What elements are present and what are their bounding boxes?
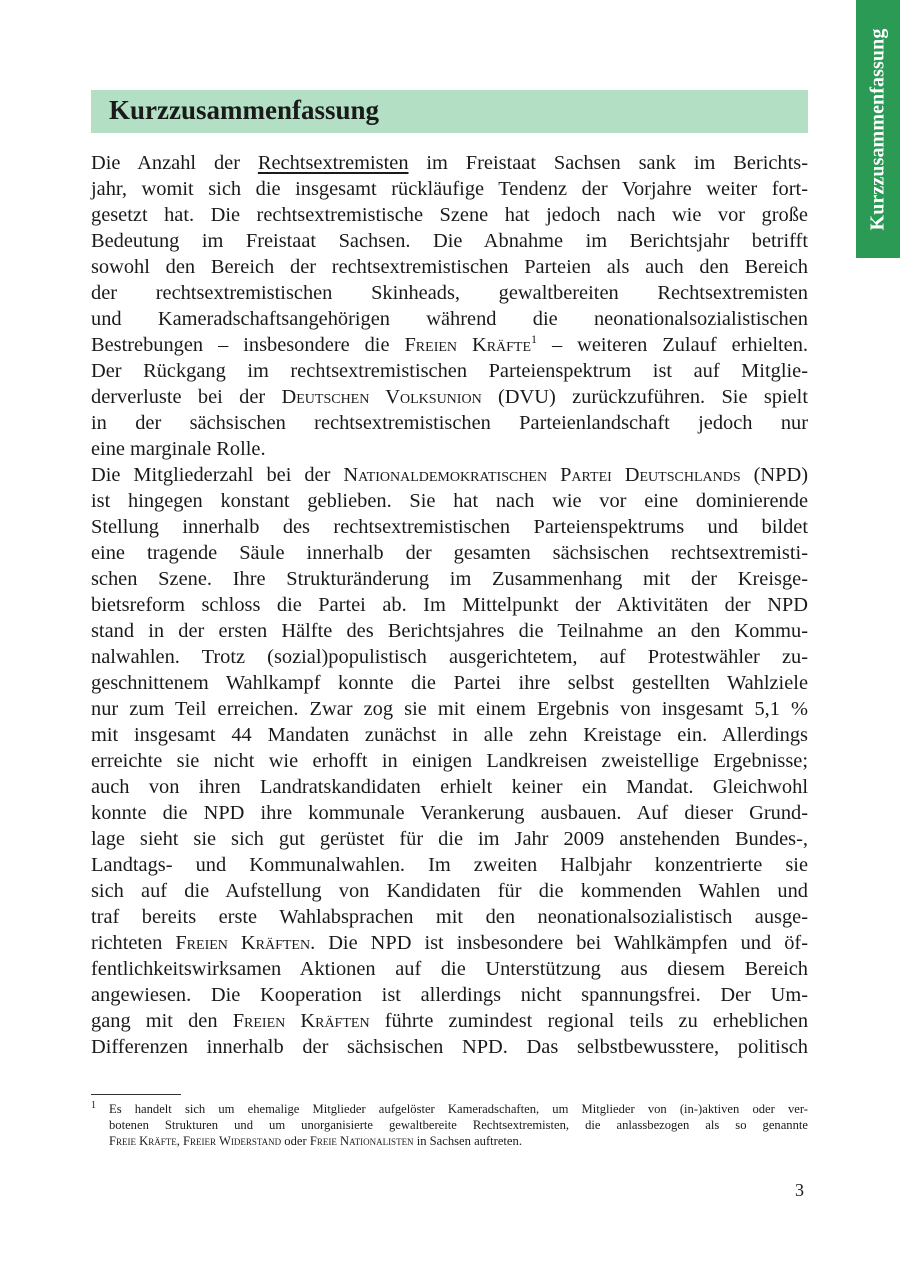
body-line: geschnittenem Wahlkampf konnte die Partei ihre selbst gestellten Wahlziele bbox=[91, 672, 808, 694]
footnote-number: 1 bbox=[91, 1100, 96, 1111]
body-line: bietsreform schloss die Partei ab. Im Mittelpunkt der Aktivitäten der NPD bbox=[91, 594, 808, 616]
body-line: Die Anzahl der Rechtsextremisten im Freistaat Sachsen sank im Berichts- bbox=[91, 152, 808, 174]
footnote-reference: 1 bbox=[531, 332, 538, 347]
body-line: angewiesen. Die Kooperation ist allerdings nicht spannungsfrei. Der Um- bbox=[91, 984, 808, 1006]
footnote-line: Freie Kräfte, Freier Widerstand oder Freie Nationalisten in Sachsen auftreten. bbox=[109, 1134, 522, 1148]
body-line: der rechtsextremistischen Skinheads, gewaltbereiten Rechtsextremisten bbox=[91, 282, 808, 304]
body-line: gang mit den Freien Kräften führte zumindest regional teils zu erheblichen bbox=[91, 1010, 809, 1032]
body-line: konnte die NPD ihre kommunale Verankerung ausbauen. Auf dieser Grund- bbox=[91, 802, 808, 824]
section-side-tab bbox=[856, 0, 900, 258]
body-line: stand in der ersten Hälfte des Berichtsjahres die Teilnahme an den Kommu- bbox=[91, 620, 808, 642]
term-freie-kraefte: Freien Kräfte bbox=[404, 334, 532, 356]
footnote-divider bbox=[91, 1094, 181, 1095]
body-line: Landtags- und Kommunalwahlen. Im zweiten Halbjahr konzentrierte sie bbox=[91, 854, 808, 876]
section-heading: Kurzzusammenfassung bbox=[109, 95, 380, 125]
side-tab-label: Kurzzusammenfassung bbox=[866, 28, 889, 230]
body-line: Differenzen innerhalb der sächsischen NPD. Das selbstbewusstere, politisch bbox=[91, 1036, 808, 1058]
term-freie-kraefte: Freien Kräften bbox=[232, 1010, 370, 1032]
body-line: mit insgesamt 44 Mandaten zunächst in alle zehn Kreistage ein. Allerdings bbox=[91, 724, 808, 746]
footnote bbox=[91, 1101, 808, 1149]
body-text bbox=[91, 150, 808, 1060]
body-line: Bestrebungen – insbesondere die Freien Kräfte$^1$ – weiteren Zulauf erhielten. bbox=[91, 332, 808, 356]
body-line: auch von ihren Landratskandidaten erhielt keiner ein Mandat. Gleichwohl bbox=[91, 776, 808, 798]
body-line: derverluste bei der Deutschen Volksunion (DVU) zurückzuführen. Sie spielt bbox=[91, 386, 809, 408]
body-line: fentlichkeitswirksamen Aktionen auf die Unterstützung aus diesem Bereich bbox=[91, 958, 808, 980]
section-heading-bar bbox=[91, 90, 808, 133]
body-line: ist hingegen konstant geblieben. Sie hat nach wie vor eine dominierende bbox=[91, 490, 808, 512]
body-line: und Kameradschaftsangehörigen während die neonationalsozialistischen bbox=[91, 308, 808, 330]
body-line: nur zum Teil erreichen. Zwar zog sie mit einem Ergebnis von insgesamt 5,1 % bbox=[91, 698, 808, 720]
footnote-text bbox=[109, 1101, 808, 1149]
body-line: nalwahlen. Trotz (sozial)populistisch ausgerichtetem, auf Protestwähler zu- bbox=[91, 646, 808, 668]
body-line: sowohl den Bereich der rechtsextremistischen Parteien als auch den Bereich bbox=[91, 256, 808, 278]
term-freie-kraefte: Freien Kräften bbox=[175, 932, 311, 954]
body-line: gesetzt hat. Die rechtsextremistische Szene hat jedoch nach wie vor große bbox=[91, 204, 808, 226]
body-line: Die Mitgliederzahl bei der Nationaldemokratischen Partei Deutschlands (NPD) bbox=[91, 464, 808, 486]
body-line: erreichte sie nicht wie erhofft in einigen Landkreisen zweistellige Ergebnisse; bbox=[91, 750, 808, 772]
footnote-line: Es handelt sich um ehemalige Mitglieder aufgelöster Kameradschaften, um Mitglieder von (in-)aktiven oder ver- bbox=[109, 1102, 808, 1116]
body-line: lage sieht sie sich gut gerüstet für die im Jahr 2009 anstehenden Bundes-, bbox=[91, 828, 808, 850]
body-line: Der Rückgang im rechtsextremistischen Parteienspektrum ist auf Mitglie- bbox=[91, 360, 808, 382]
body-line: traf bereits erste Wahlabsprachen mit den neonationalsozialistisch ausge- bbox=[91, 906, 808, 928]
body-line: schen Szene. Ihre Strukturänderung im Zusammenhang mit der Kreisge- bbox=[91, 568, 808, 590]
page-number: 3 bbox=[795, 1180, 804, 1200]
footnote-line: botenen Strukturen und um unorganisierte gewaltbereite Rechtsextremisten, die anlassbezogen als so genannte bbox=[109, 1118, 808, 1132]
body-line: eine marginale Rolle. bbox=[91, 438, 266, 460]
body-line: jahr, womit sich die insgesamt rückläufige Tendenz der Vorjahre weiter fort- bbox=[91, 178, 808, 200]
body-line: eine tragende Säule innerhalb der gesamten sächsischen rechtsextremisti- bbox=[91, 542, 808, 564]
body-line: Bedeutung im Freistaat Sachsen. Die Abnahme im Berichtsjahr betrifft bbox=[91, 230, 808, 252]
body-line: Stellung innerhalb des rechtsextremistischen Parteienspektrums und bildet bbox=[91, 516, 808, 538]
term-dvu: Deutschen Volksunion bbox=[281, 386, 482, 408]
term-npd: Nationaldemokratischen Partei Deutschlands bbox=[343, 464, 741, 486]
body-line: in der sächsischen rechtsextremistischen Parteienlandschaft jedoch nur bbox=[91, 412, 808, 434]
glossary-link-rechtsextremisten[interactable]: Rechtsextremisten bbox=[257, 152, 409, 174]
body-line: richteten Freien Kräften. Die NPD ist insbesondere bei Wahlkämpfen und öf- bbox=[91, 932, 808, 954]
body-line: sich auf die Aufstellung von Kandidaten für die kommenden Wahlen und bbox=[91, 880, 808, 902]
